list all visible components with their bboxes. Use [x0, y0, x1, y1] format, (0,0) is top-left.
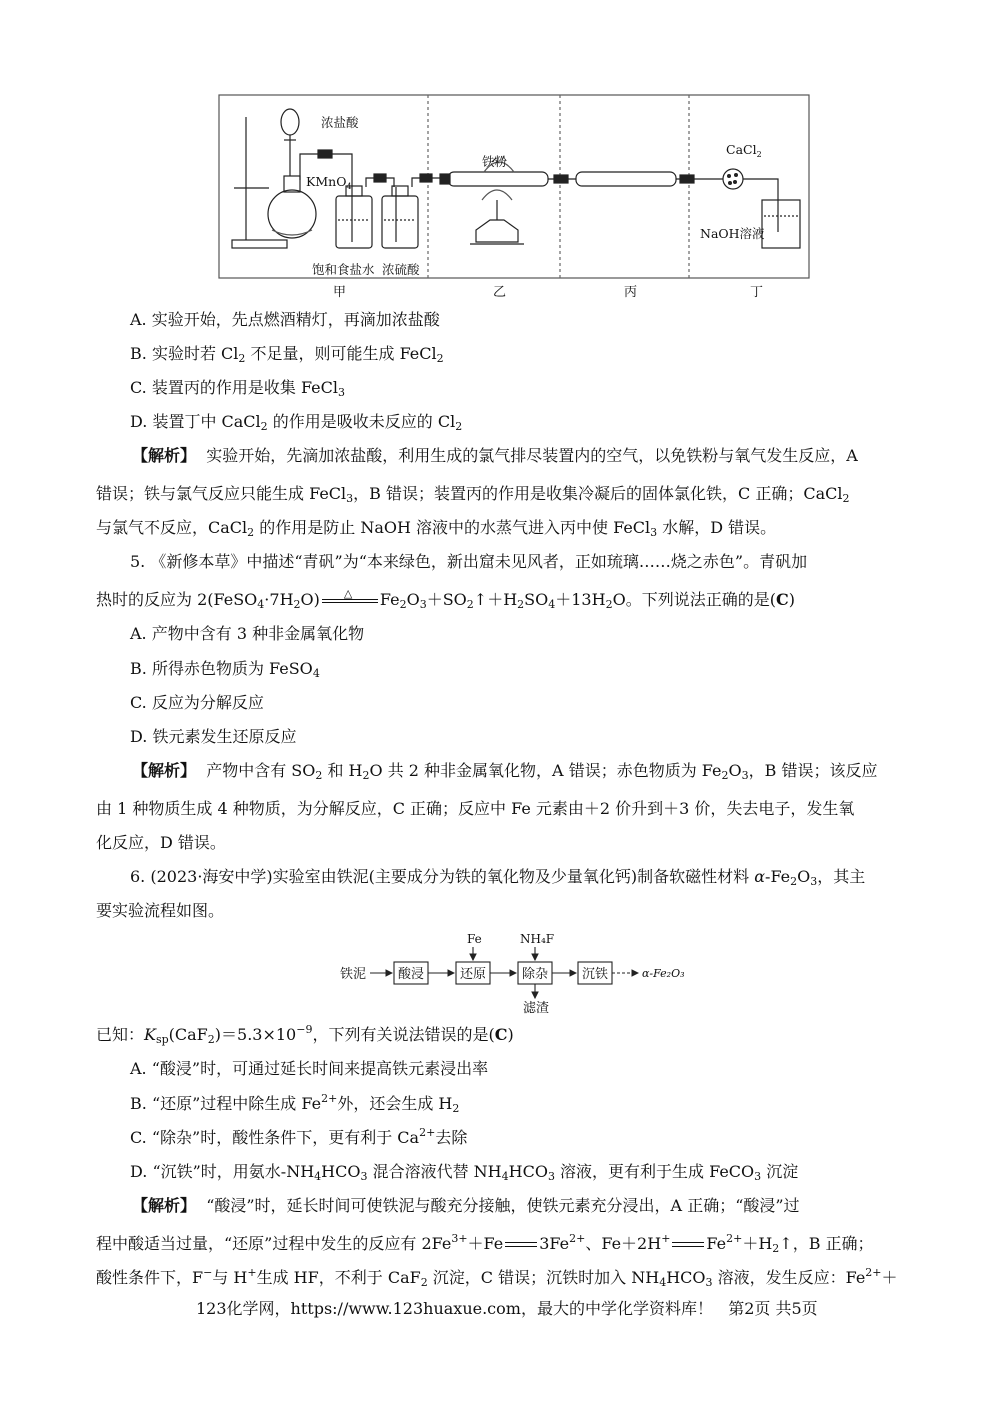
heat-reaction-arrow: △: [320, 589, 380, 611]
q5-analysis-line3: 化反应，D 错误。: [96, 833, 226, 852]
process-flow-diagram: [336, 926, 696, 1022]
q6-stem-line2: 要实验流程如图。: [96, 901, 225, 920]
q6-analysis-line2: 程中酸适当过量，“还原”过程中发生的反应有 $2Fe^{3+}+Fe$ $3Fe^{2+}$、Fe＋2H+ $Fe^{2+}+H_2↑$，B 正确；: [96, 1232, 874, 1255]
footer-page-number: 第2页 共5页: [728, 1299, 818, 1318]
q5-option-b: B. 所得赤色物质为 FeSO$_4$: [130, 659, 320, 680]
q5-analysis-line2: 由 1 种物质生成 4 种物质，为分解反应，C 正确；反应中 Fe 元素由＋2 价升到＋3 价，失去电子，发生氧: [96, 799, 855, 818]
q4-option-b: B. 实验时若 $Cl_2$ 不足量，则可能生成 FeCl$_2$: [130, 344, 444, 365]
flow-step-remove-impurity: 除杂: [522, 967, 549, 982]
flow-step-precipitate-iron: 沉铁: [582, 967, 609, 982]
q6-option-c: C. “除杂”时，酸性条件下，更有利于 $Ca^{2+}$去除: [130, 1126, 468, 1147]
q5-stem-line2: 热时的反应为 $2(FeSO_4\cdot 7H_2O)$ △ $Fe_2O_3+SO_2↑+H_2SO_4+13H_2O$。下列说法正确的是(C): [96, 587, 795, 611]
label-kmno4: KMnO$_4$: [306, 174, 352, 191]
flow-step-acid-leach: 酸浸: [398, 967, 425, 982]
q6-option-a: A. “酸浸”时，可通过延长时间来提高铁元素浸出率: [130, 1059, 489, 1078]
q6-option-b: B. “还原”过程中除生成 $Fe^{2+}$外，还会生成 $H_2$: [130, 1092, 460, 1115]
q6-answer: C: [494, 1025, 508, 1044]
q4-option-a: A. 实验开始，先点燃酒精灯，再滴加浓盐酸: [130, 310, 440, 329]
apparatus-figure: [214, 92, 814, 302]
q6-analysis-line1: 【解析】 “酸浸”时，延长时间可使铁泥与酸充分接触，使铁元素充分浸出，A 正确；“酸浸”过: [132, 1196, 800, 1215]
q5-option-d: D. 铁元素发生还原反应: [130, 727, 297, 746]
flow-fe-input: Fe: [467, 932, 482, 946]
q4-analysis-line2: 错误；铁与氯气反应只能生成 FeCl$_3$，B 错误；装置丙的作用是收集冷凝后的固体氯化铁，C 正确；CaCl$_2$: [96, 484, 850, 505]
flow-step-reduce: 还原: [460, 967, 487, 982]
q5-analysis-line1: 【解析】 产物中含有 $SO_2$ 和 $H_2O$ 共 2 种非金属氧化物，A 错误；赤色物质为 $Fe_2O_3$，B 错误；该反应: [132, 761, 878, 782]
q4-analysis-line1: 【解析】 实验开始，先滴加浓盐酸，利用生成的氯气排尽装置内的空气，以免铁粉与氧气发生反应，A: [132, 446, 858, 465]
page-footer: [196, 1298, 818, 1320]
flow-start: 铁泥: [340, 967, 367, 982]
q6-option-d: D. “沉铁”时，用氨水$-NH_4HCO_3$ 混合溶液代替 $NH_4HCO_3$ 溶液，更有利于生成 FeCO$_3$ 沉淀: [130, 1162, 799, 1183]
section-label-jia: 甲: [333, 285, 347, 300]
section-label-bing: 丙: [624, 285, 638, 300]
label-iron-powder: 铁粉: [482, 154, 508, 169]
q4-option-c: C. 装置丙的作用是收集 FeCl$_3$: [130, 378, 346, 399]
q5-stem-line1: 5. 《新修本草》中描述“青矾”为“本来绿色，新出窟未见风者，正如琉璃……烧之赤色”。青矾加: [130, 552, 808, 571]
q6-known: 已知：$K_{sp}(CaF_2)=5.3\times 10^{-9}$，下列有关说法错误的是(C): [96, 1023, 514, 1046]
q5-option-c: C. 反应为分解反应: [130, 693, 264, 712]
label-cacl2: CaCl$_2$: [726, 142, 762, 159]
q5-option-a: A. 产物中含有 3 种非金属氧化物: [130, 624, 365, 643]
label-conc-h2so4: 浓硫酸: [382, 262, 420, 277]
label-sat-brine: 饱和食盐水: [312, 262, 375, 277]
flow-nh4f-input: NH₄F: [520, 932, 555, 946]
q6-analysis-line3: 酸性条件下，F−与 H+生成 HF，不利于 CaF$_2$ 沉淀，C 错误；沉铁时加入 $NH_4HCO_3$ 溶液，发生反应：$Fe^{2+}+$: [96, 1266, 898, 1289]
q6-stem-line1: 6. (2023·海安中学)实验室由铁泥(主要成分为铁的氧化物及少量氧化钙)制备软磁性材料 $\alpha-Fe_2O_3$，其主: [130, 867, 866, 888]
footer-site-link[interactable]: 123化学网，https://www.123huaxue.com，最大的中学化学资料库！: [196, 1299, 713, 1318]
flow-product: α-Fe₂O₃: [642, 967, 685, 980]
q4-analysis-line3: 与氯气不反应，CaCl$_2$ 的作用是防止 NaOH 溶液中的水蒸气进入丙中使 FeCl$_3$ 水解，D 错误。: [96, 518, 777, 539]
section-label-ding: 丁: [750, 285, 764, 300]
section-label-yi: 乙: [493, 285, 507, 300]
q4-option-d: D. 装置丁中 CaCl$_2$ 的作用是吸收未反应的 $Cl_2$: [130, 412, 463, 433]
label-conc-hcl: 浓盐酸: [321, 115, 359, 130]
flow-residue: 滤渣: [523, 1001, 550, 1016]
q5-answer: C: [775, 590, 789, 609]
label-naoh: NaOH溶液: [700, 226, 765, 241]
